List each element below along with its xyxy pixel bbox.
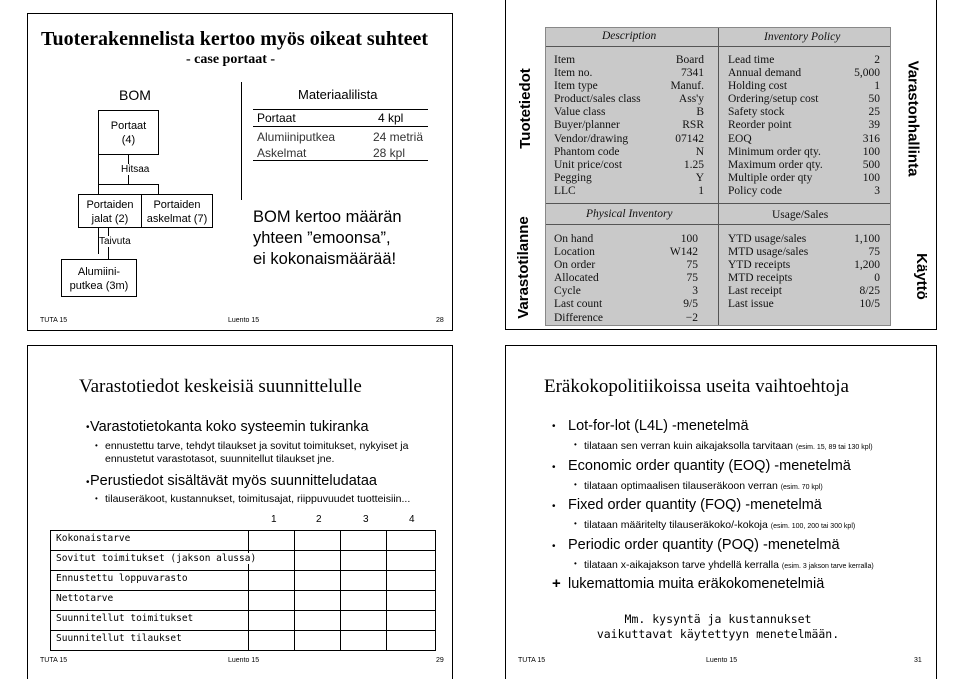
lot-method-foq: Fixed order quantity (FOQ) -menetelmä xyxy=(568,497,822,513)
mrp-row-label: Suunnitellut toimitukset xyxy=(56,613,194,624)
edge-label-weld: Hitsaa xyxy=(121,164,150,175)
label-varastonhallinta: Varastonhallinta xyxy=(904,60,922,177)
bom-heading: BOM xyxy=(119,87,151,103)
bom-node-legs: Portaiden jalat (2) xyxy=(78,194,142,228)
slide1-title: Tuoterakennelista kertoo myös oikeat suhteet xyxy=(41,28,429,50)
description-keys: Item Item no. Item type Product/sales class Value class Buyer/planner Vendor/drawing Phantom code Unit price/cost Pegging LLC xyxy=(554,54,641,197)
period-2: 2 xyxy=(316,514,322,525)
bom-node-steps: Portaiden askelmat (7) xyxy=(141,194,213,228)
bullet-icon: • xyxy=(86,422,90,433)
header-physical-inventory: Physical Inventory xyxy=(586,208,673,220)
lot-method-l4l: Lot-for-lot (L4L) -menetelmä xyxy=(568,418,749,434)
footer-page: 28 xyxy=(436,317,444,324)
divider xyxy=(241,82,242,200)
lot-method-poq: Periodic order quantity (POQ) -menetelmä xyxy=(568,537,840,553)
slide3-bullet-1: Varastotietokanta koko systeemin tukiranka xyxy=(90,419,369,435)
slide-lot-sizing: Eräkokopolitiikoissa useita vaihtoehtoja • Lot-for-lot (L4L) -menetelmä • tilataan sen verran kuin aikajaksolla tarvitaan (esim. 15, 89 tai 130 kpl) • Economic order quantity (EOQ) -menetelmä • tilataan optimaalisen tilauseräkoon verran (esim. 70 kpl) • Fixed order quantity (FOQ) -menetelmä • tilataan määritelty tilauseräkoko/-kokoja (esim. 100, 200 tai 300 kpl) • Periodic order quantity (POQ) -menetelmä • tilataan x-aikajakson tarve yhdellä kerralla (esim. 3 jakson tarve kerralla) + lukemattomia muita eräkokomenetelmiä Mm. kysyntä ja kustannukset vaikuttavat käytettyyn menetelmään. TUTA 15 Luento 15 31 xyxy=(505,345,937,679)
mrp-row-label: Kokonaistarve xyxy=(56,533,131,544)
footer-lecture: Luento 15 xyxy=(706,657,738,664)
lot-method-others: lukemattomia muita eräkokomenetelmiä xyxy=(568,576,825,592)
lot-method-l4l-desc: tilataan sen verran kuin aikajaksolla tarvitaan (esim. 15, 89 tai 130 kpl) xyxy=(584,440,873,452)
label-varastotilanne: Varastotilanne xyxy=(514,216,532,319)
mrp-row-label: Sovitut toimitukset (jakson alussa) xyxy=(56,553,257,564)
footer-course: TUTA 15 xyxy=(40,657,68,664)
slide3-title: Varastotiedot keskeisiä suunnittelulle xyxy=(79,376,362,397)
footer-page: 29 xyxy=(436,657,444,664)
material-row-1-item: Portaat xyxy=(257,111,296,125)
period-3: 3 xyxy=(363,514,369,525)
material-row-2-item: Alumiiniputkea xyxy=(257,130,336,144)
header-inventory-policy: Inventory Policy xyxy=(764,31,841,43)
mrp-row-label: Ennustettu loppuvarasto xyxy=(56,573,188,584)
physical-keys: On hand Location On order Allocated Cycle Last count Difference xyxy=(554,233,603,324)
plus-icon: + xyxy=(552,575,561,592)
material-row-1-qty: 4 kpl xyxy=(378,111,404,125)
inventory-record-image xyxy=(545,27,891,326)
slide3-sub-1: ennustettu tarve, tehdyt tilaukset ja sovitut toimitukset, nykyiset ja ennustetut varastotasot, suunnitellut tilaukset jne. xyxy=(105,440,409,465)
material-row-3-item: Askelmat xyxy=(257,146,307,160)
material-row-2-qty: 24 metriä xyxy=(373,130,424,144)
usage-values: 1,100 75 1,200 0 8/25 10/5 xyxy=(854,233,880,311)
usage-keys: YTD usage/sales MTD usage/sales YTD receipts MTD receipts Last receipt Last issue xyxy=(728,233,809,311)
slide4-citation: Mm. kysyntä ja kustannukset vaikuttavat käytettyyn menetelmään. xyxy=(596,612,840,641)
period-1: 1 xyxy=(271,514,277,525)
lot-method-eoq-desc: tilataan optimaalisen tilauseräkoon verran (esim. 70 kpl) xyxy=(584,480,823,492)
label-kaytto: Käyttö xyxy=(912,253,930,300)
footer-course: TUTA 15 xyxy=(40,317,68,324)
policy-values: 2 5,000 1 50 25 39 316 100 500 100 3 xyxy=(854,54,880,197)
footer-lecture: Luento 15 xyxy=(228,317,260,324)
period-4: 4 xyxy=(409,514,415,525)
slide-bom xyxy=(27,13,453,331)
slide-inventory-data: Varastotiedot keskeisiä suunnittelulle • Varastotietokanta koko systeemin tukiranka • ennustettu tarve, tehdyt tilaukset ja sovitut toimitukset, nykyiset ja ennustetut varastotasot, suunnitellut tilaukset jne. • Perustiedot sisältävät myös suunnitteludataa • tilauseräkoot, kustannukset, toimitusajat, riippuvuudet tuotteisiin... 1 2 3 4 Kokonaistarve Sovitut toimitukset (jakson alussa) Ennustettu loppuvarasto Nettotarve Suunnitellut toimitukset Suunnitellut tilaukset TUTA 15 Luento 15 29 xyxy=(27,345,453,679)
slide3-bullet-2: Perustiedot sisältävät myös suunnitteludataa xyxy=(90,473,377,489)
label-tuotetiedot: Tuotetiedot xyxy=(516,68,534,149)
lot-method-eoq: Economic order quantity (EOQ) -menetelmä xyxy=(568,458,851,474)
footer-course: TUTA 15 xyxy=(518,657,546,664)
mrp-row-label: Suunnitellut tilaukset xyxy=(56,633,182,644)
mrp-row-label: Nettotarve xyxy=(56,593,114,604)
bom-note: BOM kertoo määrän yhteen ”emoonsa”, ei kokonaismäärää! xyxy=(253,208,402,268)
material-heading: Materiaalilista xyxy=(298,87,378,102)
bom-node-root: Portaat (4) xyxy=(98,110,159,155)
edge-label-bend: Taivuta xyxy=(99,236,131,247)
header-description: Description xyxy=(602,30,657,42)
policy-keys: Lead time Annual demand Holding cost Ordering/setup cost Safety stock Reorder point EOQ Minimum order qty. Maximum order qty. Multiple order qty Policy code xyxy=(728,54,823,197)
header-usage-sales: Usage/Sales xyxy=(772,209,829,221)
footer-page: 31 xyxy=(914,657,922,664)
footer-lecture: Luento 15 xyxy=(228,657,260,664)
description-values: Board 7341 Manuf. Ass'y B RSR 07142 N 1.25 Y 1 xyxy=(670,54,704,197)
bom-node-tube: Alumiini- putkea (3m) xyxy=(61,259,137,297)
slide4-title: Eräkokopolitiikoissa useita vaihtoehtoja xyxy=(544,376,849,397)
slide1-subtitle: - case portaat - xyxy=(186,52,276,67)
material-row-3-qty: 28 kpl xyxy=(373,146,406,160)
lot-method-poq-desc: tilataan x-aikajakson tarve yhdellä kerralla (esim. 3 jakson tarve kerralla) xyxy=(584,559,874,571)
physical-values: 100 W142 75 75 3 9/5 −2 xyxy=(669,233,698,324)
slide3-sub-2: tilauseräkoot, kustannukset, toimitusajat, riippuvuudet tuotteisiin... xyxy=(105,493,411,505)
lot-method-foq-desc: tilataan määritelty tilauseräkoko/-kokoja (esim. 100, 200 tai 300 kpl) xyxy=(584,519,856,531)
